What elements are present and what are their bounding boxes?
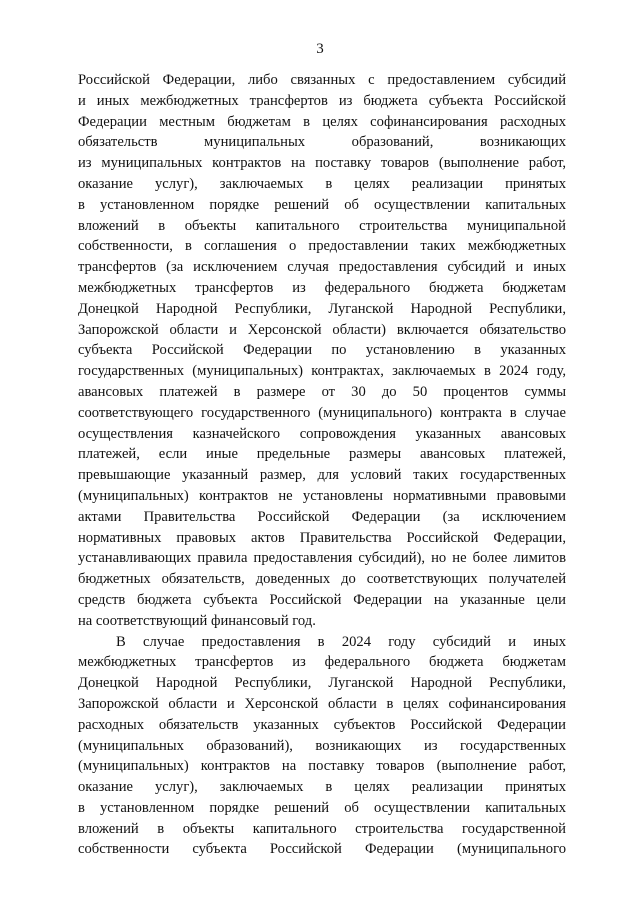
text-line: (муниципальных образований), возникающих из государственных xyxy=(78,737,566,754)
text-line: расходных обязательств указанных субъектов Российской Федерации xyxy=(78,716,566,733)
text-line: (муниципальных) контрактов на поставку товаров (выполнение работ, xyxy=(78,758,566,775)
text-line: и иных межбюджетных трансфертов из бюджета субъекта Российской xyxy=(78,92,566,109)
text-line: средств бюджета субъекта Российской Федерации на указанные цели xyxy=(78,591,566,608)
text-line: (муниципальных) контрактов не установлены нормативными правовыми xyxy=(78,487,566,504)
text-line: Федерации местным бюджетам в целях софинансирования расходных xyxy=(78,113,566,130)
text-line: из муниципальных контрактов на поставку товаров (выполнение работ, xyxy=(78,155,566,172)
text-line: осуществления казначейского сопровождения указанных авансовых xyxy=(78,425,566,442)
text-line: межбюджетных трансфертов из федерального бюджета бюджетам xyxy=(78,279,566,296)
text-line: межбюджетных трансфертов из федерального бюджета бюджетам xyxy=(78,654,566,671)
text-line: трансфертов (за исключением случая предоставления субсидий и иных xyxy=(78,259,566,276)
text-line: бюджетных обязательств, доведенных до соответствующих получателей xyxy=(78,571,566,588)
text-line: превышающие указанный размер, для условий таких государственных xyxy=(78,467,566,484)
text-line: собственности, в соглашения о предоставлении таких межбюджетных xyxy=(78,238,566,255)
text-line: оказание услуг), заключаемых в целях реализации принятых xyxy=(78,175,566,192)
text-line: Донецкой Народной Республики, Луганской Народной Республики, xyxy=(78,675,566,692)
text-line: в установленном порядке решений об осуществлении капитальных xyxy=(78,799,566,816)
text-line: на соответствующий финансовый год. xyxy=(78,612,316,629)
text-line: собственности субъекта Российской Федерации (муниципального xyxy=(78,841,566,858)
text-line: В случае предоставления в 2024 году субсидий и иных xyxy=(116,633,566,650)
text-line: оказание услуг), заключаемых в целях реализации принятых xyxy=(78,779,566,796)
text-line: в установленном порядке решений об осуществлении капитальных xyxy=(78,196,566,213)
page-number: 3 xyxy=(316,41,324,57)
text-line: вложений в объекты капитального строительства государственной xyxy=(78,820,566,837)
text-line: вложений в объекты капитального строительства муниципальной xyxy=(78,217,566,234)
text-line: актами Правительства Российской Федерации (за исключением xyxy=(78,508,566,525)
text-line: Запорожской области и Херсонской области) включается обязательство xyxy=(78,321,566,338)
document-body xyxy=(78,70,566,860)
text-line: Запорожской области и Херсонской области в целях софинансирования xyxy=(78,695,566,712)
text-line: устанавливающих правила предоставления субсидий), но не более лимитов xyxy=(78,550,566,567)
text-line: нормативных правовых актов Правительства Российской Федерации, xyxy=(78,529,566,546)
text-line: Российской Федерации, либо связанных с предоставлением субсидий xyxy=(78,72,566,88)
text-line: авансовых платежей в размере от 30 до 50 процентов суммы xyxy=(78,383,566,400)
text-line: субъекта Российской Федерации по установлению в указанных xyxy=(78,342,566,359)
text-line: платежей, если иные предельные размеры авансовых платежей, xyxy=(78,446,566,463)
text-line: соответствующего государственного (муниципального) контракта в случае xyxy=(78,404,566,421)
text-line: Донецкой Народной Республики, Луганской Народной Республики, xyxy=(78,300,566,317)
text-line: обязательств муниципальных образований, возникающих xyxy=(78,134,566,151)
text-line: государственных (муниципальных) контрактах, заключаемых в 2024 году, xyxy=(78,363,566,380)
